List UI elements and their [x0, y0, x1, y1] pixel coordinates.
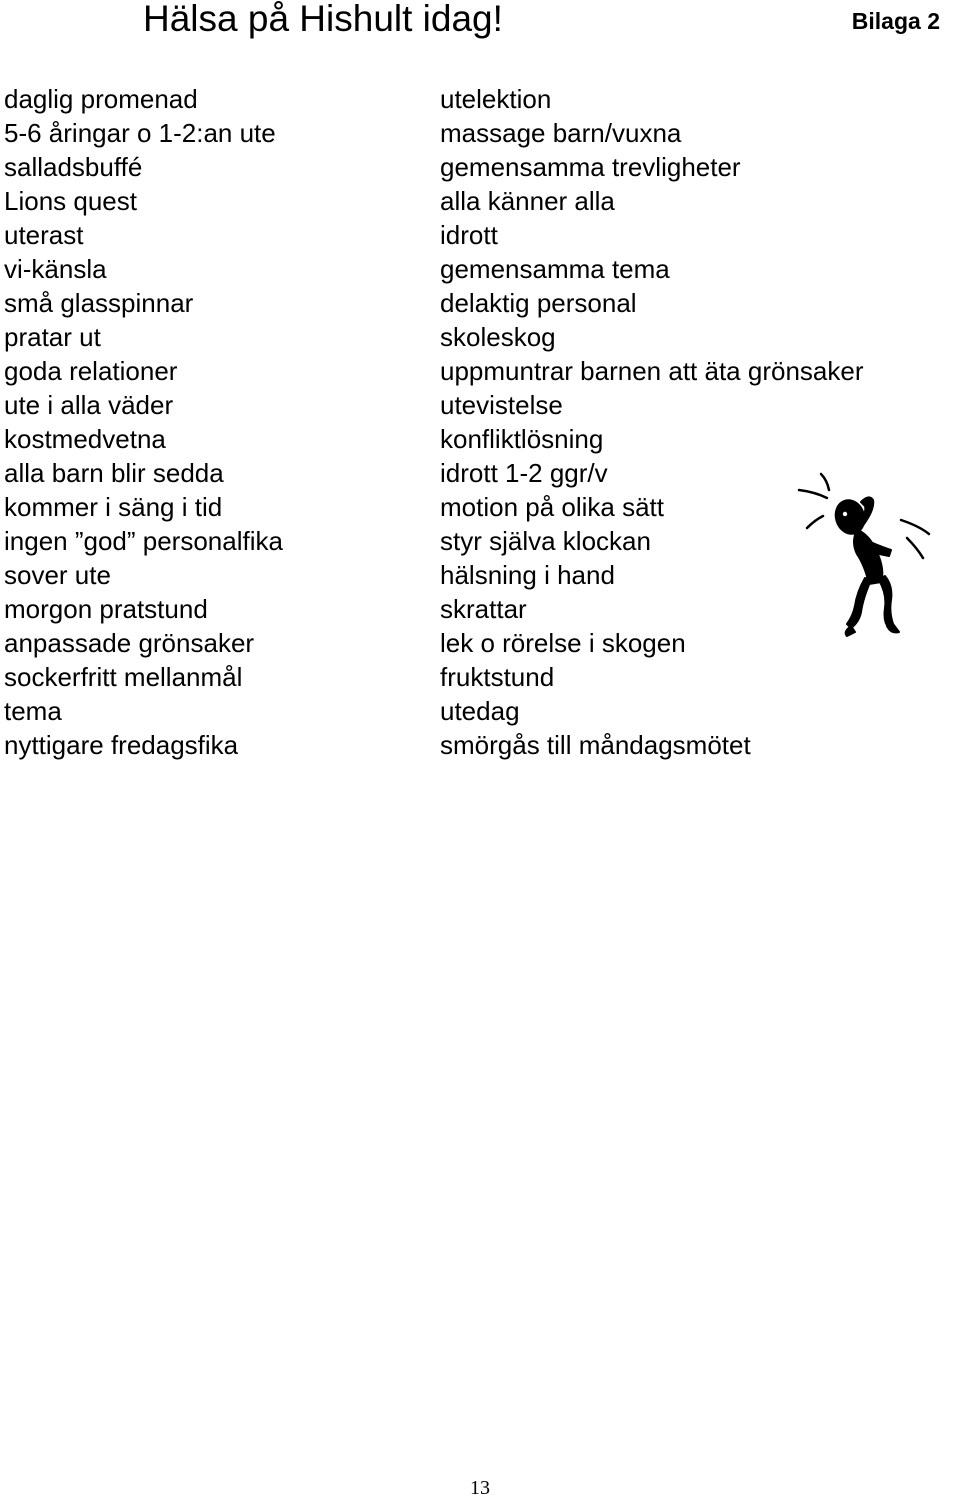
list-item: nyttigare fredagsfika	[4, 730, 239, 760]
list-item: gemensamma trevligheter	[440, 152, 741, 182]
list-item: uppmuntrar barnen att äta grönsaker	[440, 356, 864, 386]
list-item: salladsbuffé	[4, 152, 143, 182]
list-item: utedag	[440, 696, 520, 726]
list-item: styr själva klockan	[440, 526, 651, 556]
page-number: 13	[470, 1477, 490, 1499]
list-item: tema	[4, 696, 62, 726]
list-item: motion på olika sätt	[440, 492, 665, 522]
list-item: smörgås till måndagsmötet	[440, 730, 751, 760]
list-item: gemensamma tema	[440, 254, 670, 284]
list-item: kostmedvetna	[4, 424, 166, 454]
list-item: utelektion	[440, 84, 552, 114]
list-item: idrott	[440, 220, 498, 250]
list-item: konfliktlösning	[440, 424, 604, 454]
list-item: Lions quest	[4, 186, 137, 216]
list-item: sockerfritt mellanmål	[4, 662, 243, 692]
list-item: idrott 1-2 ggr/v	[440, 458, 608, 488]
page-title: Hälsa på Hishult idag!	[143, 0, 503, 39]
list-item: alla barn blir sedda	[4, 458, 224, 488]
list-item: vi-känsla	[4, 254, 107, 284]
list-item: pratar ut	[4, 322, 101, 352]
list-item: delaktig personal	[440, 288, 637, 318]
list-item: daglig promenad	[4, 84, 198, 114]
list-item: ingen ”god” personalfika	[4, 526, 283, 556]
list-item: goda relationer	[4, 356, 178, 386]
list-item: sover ute	[4, 560, 111, 590]
laughing-figure-icon	[795, 462, 940, 642]
list-item: skoleskog	[440, 322, 556, 352]
list-item: hälsning i hand	[440, 560, 615, 590]
list-item: anpassade grönsaker	[4, 628, 255, 658]
list-item: massage barn/vuxna	[440, 118, 682, 148]
list-item: ute i alla väder	[4, 390, 174, 420]
list-item: utevistelse	[440, 390, 563, 420]
list-item: morgon pratstund	[4, 594, 208, 624]
list-item: alla känner alla	[440, 186, 615, 216]
list-item: fruktstund	[440, 662, 555, 692]
list-item: lek o rörelse i skogen	[440, 628, 686, 658]
left-list	[4, 82, 283, 762]
list-item: små glasspinnar	[4, 288, 194, 318]
list-item: kommer i säng i tid	[4, 492, 223, 522]
list-item: skrattar	[440, 594, 527, 624]
right-list	[440, 82, 863, 762]
list-item: 5-6 åringar o 1-2:an ute	[4, 118, 276, 148]
appendix-label: Bilaga 2	[851, 8, 940, 34]
list-item: uterast	[4, 220, 84, 250]
